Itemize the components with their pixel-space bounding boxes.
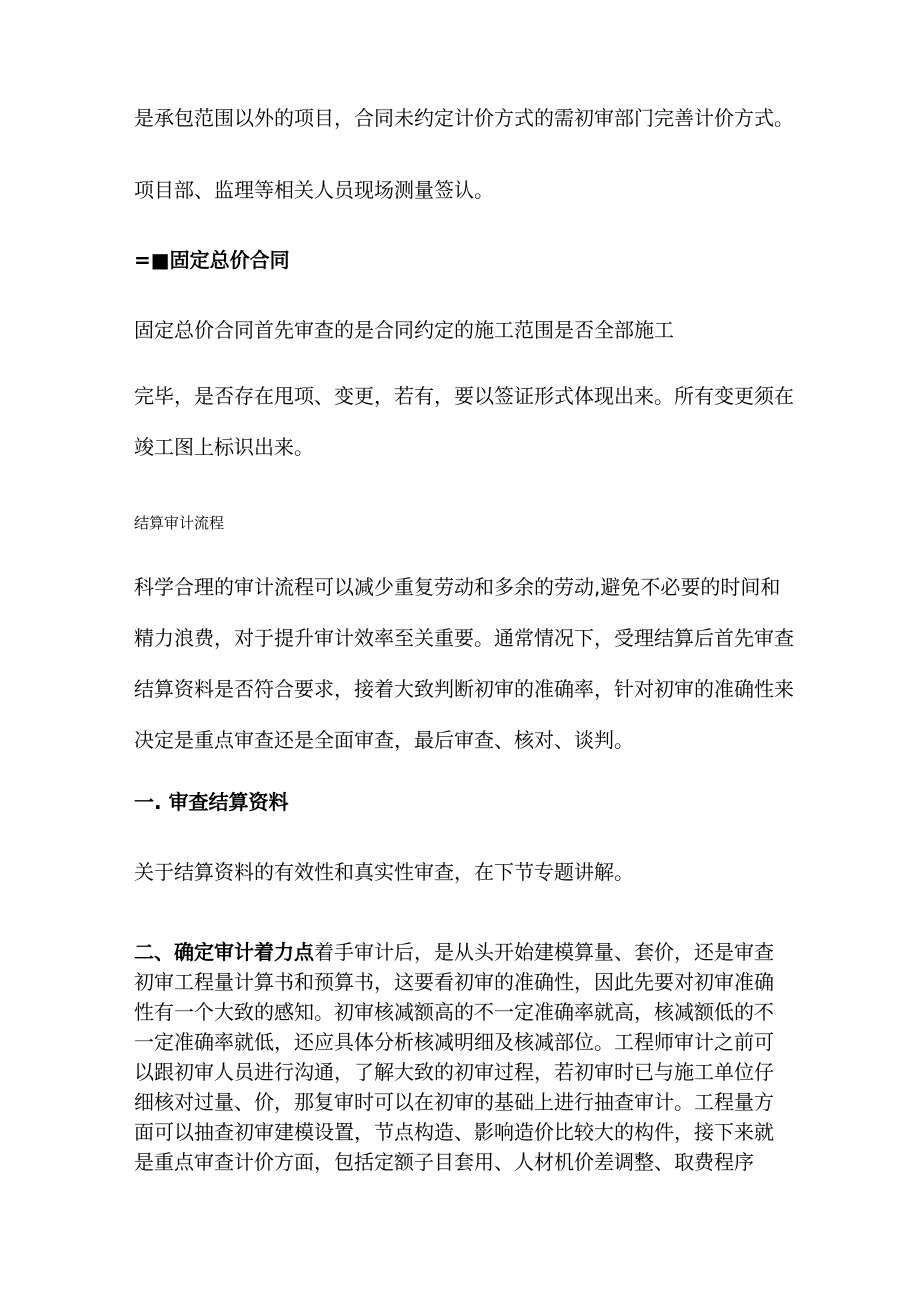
paragraph-fixed-price-review: 固定总价合同首先审查的是合同约定的施工范围是否全部施工 (134, 318, 674, 342)
paragraph-line: 性有一个大致的感知。初审核减额高的不一定准确率就高，核减额低的不 (134, 1000, 774, 1024)
paragraph-line: 面可以抽查初审建模设置，节点构造、影响造价比较大的构件，接下来就 (134, 1120, 774, 1144)
paragraph-materials-validity: 关于结算资料的有效性和真实性审查，在下节专题讲解。 (134, 860, 634, 884)
paragraph-site-measurement: 项目部、监理等相关人员现场测量签认。 (134, 178, 494, 202)
paragraph-line: 竣工图上标识出来。 (134, 435, 314, 459)
paragraph-line: 一定准确率就低，还应具体分析核减明细及核减部位。工程师审计之前可 (134, 1030, 774, 1054)
paragraph-line: 结算资料是否符合要求，接着大致判断初审的准确率，针对初审的准确性来 (134, 677, 794, 701)
paragraph-audit-flow (134, 562, 794, 766)
paragraph-line (134, 937, 774, 967)
paragraph-line: 初审工程量计算书和预算书，这要看初审的准确性，因此先要对初审准确 (134, 970, 774, 994)
paragraph-line: 细核对过量、价，那复审时可以在初审的基础上进行抽查审计。工程量方 (134, 1090, 774, 1114)
paragraph-completion (134, 371, 794, 473)
paragraph-line: 科学合理的审计流程可以减少重复劳动和多余的劳动,避免不必要的时间和 (134, 575, 781, 599)
heading-review-materials: 一. 审查结算资料 (134, 790, 289, 814)
paragraph-line: 是重点审查计价方面，包括定额子目套用、人材机价差调整、取费程序 (134, 1150, 754, 1174)
heading-audit-focus: 二、确定审计着力点 (134, 940, 314, 964)
paragraph-scope: 是承包范围以外的项目，合同未约定计价方式的需初审部门完善计价方式。 (134, 106, 794, 130)
heading-fixed-price-contract: =■固定总价合同 (134, 248, 290, 272)
paragraph-line: 精力浪费，对于提升审计效率至关重要。通常情况下，受理结算后首先审查 (134, 626, 794, 650)
section-title-audit-flow: 结算审计流程 (134, 514, 225, 532)
paragraph-audit-focus (134, 937, 774, 1177)
paragraph-line-rest: 着手审计后，是从头开始建模算量、套价，还是审查 (314, 940, 774, 964)
paragraph-line: 决定是重点审查还是全面审查，最后审查、核对、谈判。 (134, 728, 634, 752)
paragraph-line: 完毕，是否存在甩项、变更，若有，要以签证形式体现出来。所有变更须在 (134, 384, 794, 408)
paragraph-line: 以跟初审人员进行沟通，了解大致的初审过程，若初审时已与施工单位仔 (134, 1060, 774, 1084)
